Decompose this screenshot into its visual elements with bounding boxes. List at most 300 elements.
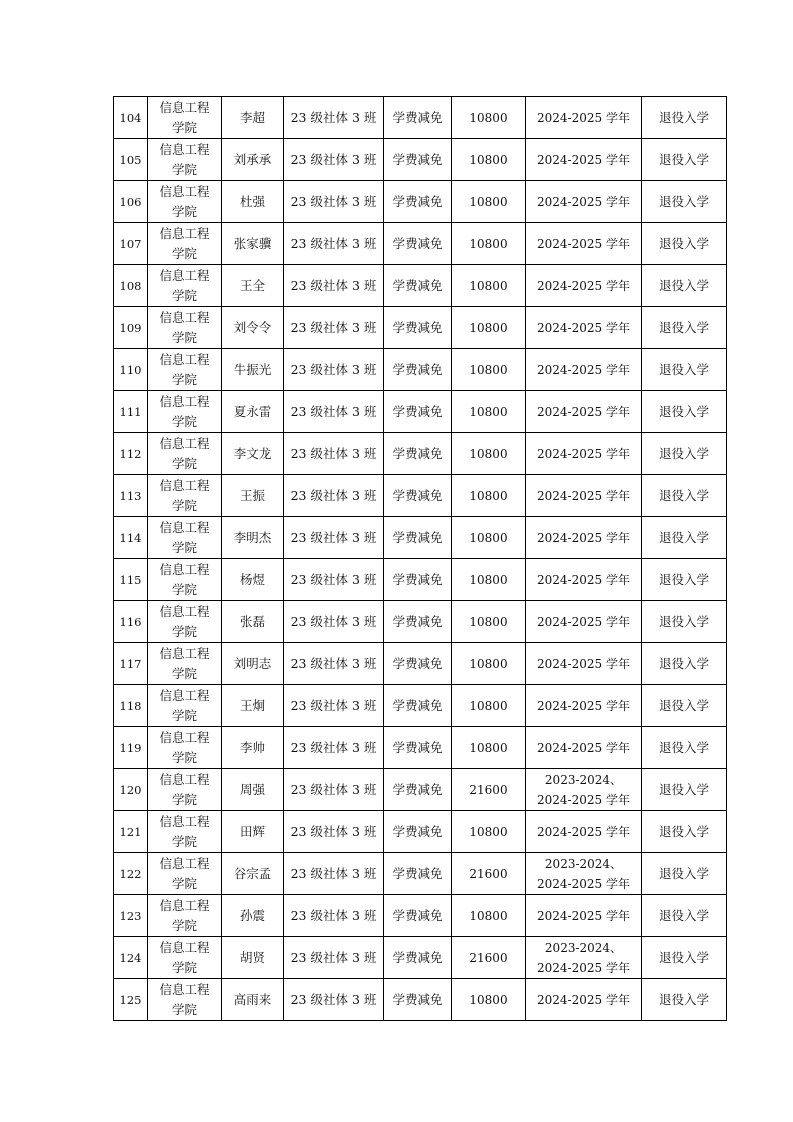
college-cell-text: 学院 (171, 455, 197, 471)
aid-type-cell (384, 601, 452, 643)
reason-cell (642, 601, 727, 643)
academic-year-cell (526, 769, 642, 811)
table-body (114, 97, 727, 1021)
class-cell-text: 23 级社体 3 班 (290, 151, 377, 167)
aid-type-cell-text: 学费减免 (392, 529, 443, 545)
class-cell (284, 643, 384, 685)
reason-cell (642, 811, 727, 853)
row-number-cell-text: 109 (119, 320, 142, 335)
academic-year-cell (526, 895, 642, 937)
amount-cell (452, 517, 526, 559)
row-number-cell (114, 349, 148, 391)
amount-cell-text: 21600 (469, 866, 508, 881)
amount-cell-text: 10800 (469, 404, 508, 419)
college-cell (148, 979, 222, 1021)
student-name-cell-text: 杜强 (239, 193, 265, 209)
aid-type-cell-text: 学费减免 (392, 823, 443, 839)
class-cell (284, 475, 384, 517)
class-cell-text: 23 级社体 3 班 (290, 487, 377, 503)
reason-cell (642, 181, 727, 223)
row-number-cell (114, 391, 148, 433)
academic-year-cell (526, 559, 642, 601)
row-number-cell (114, 685, 148, 727)
class-cell (284, 853, 384, 895)
academic-year-cell-text: 2023-2024、 (544, 772, 623, 787)
aid-type-cell-text: 学费减免 (392, 445, 443, 461)
row-number-cell-text: 112 (119, 446, 142, 461)
table-row (114, 307, 727, 349)
row-number-cell-text: 120 (119, 782, 142, 797)
aid-type-cell-text: 学费减免 (392, 361, 443, 377)
college-cell (148, 769, 222, 811)
college-cell (148, 811, 222, 853)
college-cell-text: 学院 (171, 371, 197, 387)
row-number-cell (114, 643, 148, 685)
class-cell (284, 769, 384, 811)
college-cell (148, 853, 222, 895)
reason-cell (642, 475, 727, 517)
row-number-cell (114, 853, 148, 895)
student-name-cell (222, 853, 284, 895)
academic-year-cell (526, 433, 642, 475)
student-name-cell (222, 811, 284, 853)
academic-year-cell (526, 853, 642, 895)
amount-cell-text: 10800 (469, 152, 508, 167)
academic-year-cell (526, 643, 642, 685)
reason-cell-text: 退役入学 (658, 529, 709, 545)
academic-year-cell (526, 475, 642, 517)
college-cell-text: 学院 (171, 959, 197, 975)
row-number-cell-text: 116 (119, 614, 142, 629)
student-name-cell (222, 391, 284, 433)
class-cell-text: 23 级社体 3 班 (290, 571, 377, 587)
reason-cell (642, 97, 727, 139)
reason-cell-text: 退役入学 (658, 781, 709, 797)
college-cell (148, 601, 222, 643)
amount-cell-text: 10800 (469, 824, 508, 839)
college-cell-text: 学院 (171, 623, 197, 639)
amount-cell-text: 10800 (469, 992, 508, 1007)
academic-year-cell-text: 2024-2025 学年 (537, 876, 630, 891)
reason-cell (642, 391, 727, 433)
student-name-cell-text: 李明杰 (233, 529, 272, 545)
row-number-cell-text: 104 (119, 110, 142, 125)
row-number-cell (114, 223, 148, 265)
academic-year-cell-text: 2024-2025 学年 (537, 530, 630, 545)
row-number-cell-text: 124 (119, 950, 142, 965)
reason-cell-text: 退役入学 (658, 907, 709, 923)
student-name-cell-text: 孙震 (239, 907, 265, 923)
academic-year-cell (526, 349, 642, 391)
academic-year-cell-text: 2024-2025 学年 (537, 320, 630, 335)
aid-type-cell (384, 139, 452, 181)
row-number-cell-text: 106 (119, 194, 142, 209)
table-row (114, 643, 727, 685)
row-number-cell-text: 108 (119, 278, 142, 293)
class-cell (284, 307, 384, 349)
college-cell (148, 685, 222, 727)
college-cell-text: 信息工程 (159, 141, 210, 157)
college-cell-text: 信息工程 (159, 309, 210, 325)
reason-cell (642, 979, 727, 1021)
reason-cell (642, 223, 727, 265)
class-cell-text: 23 级社体 3 班 (290, 949, 377, 965)
academic-year-cell-text: 2024-2025 学年 (537, 404, 630, 419)
reason-cell (642, 685, 727, 727)
college-cell-text: 信息工程 (159, 813, 210, 829)
academic-year-cell (526, 979, 642, 1021)
class-cell (284, 433, 384, 475)
table-row (114, 265, 727, 307)
college-cell (148, 517, 222, 559)
aid-type-cell (384, 307, 452, 349)
student-name-cell (222, 601, 284, 643)
aid-type-cell (384, 223, 452, 265)
table-row (114, 97, 727, 139)
aid-type-cell-text: 学费减免 (392, 403, 443, 419)
table-row (114, 139, 727, 181)
student-name-cell-text: 牛振光 (233, 361, 272, 377)
amount-cell (452, 853, 526, 895)
college-cell-text: 学院 (171, 329, 197, 345)
reason-cell (642, 265, 727, 307)
class-cell (284, 685, 384, 727)
college-cell-text: 信息工程 (159, 225, 210, 241)
college-cell-text: 学院 (171, 665, 197, 681)
amount-cell-text: 10800 (469, 698, 508, 713)
academic-year-cell-text: 2024-2025 学年 (537, 236, 630, 251)
student-name-cell-text: 谷宗孟 (233, 865, 272, 881)
aid-type-cell-text: 学费减免 (392, 109, 443, 125)
class-cell (284, 601, 384, 643)
student-name-cell-text: 田辉 (239, 823, 265, 839)
amount-cell (452, 97, 526, 139)
aid-type-cell-text: 学费减免 (392, 235, 443, 251)
college-cell (148, 307, 222, 349)
amount-cell (452, 643, 526, 685)
student-name-cell (222, 895, 284, 937)
college-cell (148, 895, 222, 937)
reason-cell (642, 517, 727, 559)
aid-type-cell (384, 391, 452, 433)
student-name-cell (222, 937, 284, 979)
academic-year-cell (526, 307, 642, 349)
aid-type-cell-text: 学费减免 (392, 739, 443, 755)
reason-cell (642, 559, 727, 601)
class-cell-text: 23 级社体 3 班 (290, 655, 377, 671)
academic-year-cell-text: 2024-2025 学年 (537, 740, 630, 755)
table-row (114, 517, 727, 559)
aid-type-cell-text: 学费减免 (392, 193, 443, 209)
college-cell-text: 学院 (171, 1001, 197, 1017)
amount-cell (452, 349, 526, 391)
row-number-cell-text: 118 (119, 698, 142, 713)
academic-year-cell-text: 2024-2025 学年 (537, 792, 630, 807)
reason-cell (642, 937, 727, 979)
table-row (114, 181, 727, 223)
aid-type-cell (384, 811, 452, 853)
college-cell-text: 信息工程 (159, 477, 210, 493)
amount-cell-text: 10800 (469, 236, 508, 251)
table-row (114, 895, 727, 937)
student-name-cell-text: 夏永雷 (233, 403, 272, 419)
aid-type-cell (384, 685, 452, 727)
aid-type-cell-text: 学费减免 (392, 487, 443, 503)
amount-cell-text: 21600 (469, 950, 508, 965)
row-number-cell-text: 117 (119, 656, 142, 671)
student-name-cell (222, 769, 284, 811)
academic-year-cell (526, 391, 642, 433)
table-row (114, 727, 727, 769)
college-cell-text: 信息工程 (159, 561, 210, 577)
student-name-cell-text: 张家骥 (233, 235, 272, 251)
amount-cell (452, 727, 526, 769)
amount-cell-text: 10800 (469, 446, 508, 461)
amount-cell-text: 10800 (469, 530, 508, 545)
amount-cell (452, 979, 526, 1021)
class-cell (284, 139, 384, 181)
student-name-cell (222, 475, 284, 517)
class-cell (284, 349, 384, 391)
row-number-cell-text: 111 (119, 404, 142, 419)
college-cell-text: 学院 (171, 119, 197, 135)
academic-year-cell-text: 2024-2025 学年 (537, 152, 630, 167)
college-cell (148, 559, 222, 601)
aid-type-cell (384, 895, 452, 937)
college-cell-text: 学院 (171, 539, 197, 555)
college-cell-text: 信息工程 (159, 897, 210, 913)
class-cell-text: 23 级社体 3 班 (290, 907, 377, 923)
student-name-cell-text: 王全 (239, 277, 265, 293)
amount-cell (452, 475, 526, 517)
college-cell-text: 学院 (171, 497, 197, 513)
row-number-cell (114, 181, 148, 223)
amount-cell (452, 139, 526, 181)
class-cell (284, 517, 384, 559)
row-number-cell (114, 433, 148, 475)
college-cell (148, 433, 222, 475)
reason-cell-text: 退役入学 (658, 193, 709, 209)
amount-cell-text: 10800 (469, 908, 508, 923)
reason-cell (642, 349, 727, 391)
aid-type-cell (384, 643, 452, 685)
college-cell (148, 643, 222, 685)
student-name-cell (222, 727, 284, 769)
aid-type-cell-text: 学费减免 (392, 697, 443, 713)
row-number-cell (114, 517, 148, 559)
class-cell-text: 23 级社体 3 班 (290, 109, 377, 125)
reason-cell-text: 退役入学 (658, 277, 709, 293)
college-cell-text: 学院 (171, 413, 197, 429)
aid-type-cell (384, 853, 452, 895)
college-cell (148, 475, 222, 517)
aid-type-cell-text: 学费减免 (392, 991, 443, 1007)
row-number-cell (114, 97, 148, 139)
student-name-cell-text: 高雨来 (233, 991, 272, 1007)
reason-cell (642, 643, 727, 685)
student-name-cell (222, 223, 284, 265)
aid-type-cell-text: 学费减免 (392, 613, 443, 629)
college-cell-text: 信息工程 (159, 393, 210, 409)
college-cell-text: 信息工程 (159, 981, 210, 997)
row-number-cell-text: 121 (119, 824, 142, 839)
aid-type-cell-text: 学费减免 (392, 907, 443, 923)
student-name-cell-text: 刘承承 (233, 151, 272, 167)
student-name-cell-text: 王振 (239, 487, 265, 503)
class-cell-text: 23 级社体 3 班 (290, 781, 377, 797)
row-number-cell-text: 114 (119, 530, 142, 545)
college-cell (148, 727, 222, 769)
academic-year-cell-text: 2024-2025 学年 (537, 278, 630, 293)
college-cell-text: 学院 (171, 917, 197, 933)
reason-cell-text: 退役入学 (658, 361, 709, 377)
aid-type-cell-text: 学费减免 (392, 865, 443, 881)
row-number-cell-text: 123 (119, 908, 142, 923)
college-cell-text: 学院 (171, 287, 197, 303)
college-cell (148, 349, 222, 391)
student-name-cell-text: 张磊 (239, 613, 265, 629)
college-cell-text: 信息工程 (159, 99, 210, 115)
academic-year-cell-text: 2023-2024、 (544, 856, 623, 871)
table-row (114, 433, 727, 475)
class-cell-text: 23 级社体 3 班 (290, 445, 377, 461)
reason-cell-text: 退役入学 (658, 823, 709, 839)
academic-year-cell-text: 2024-2025 学年 (537, 446, 630, 461)
academic-year-cell-text: 2024-2025 学年 (537, 110, 630, 125)
aid-type-cell (384, 727, 452, 769)
class-cell-text: 23 级社体 3 班 (290, 403, 377, 419)
reason-cell-text: 退役入学 (658, 403, 709, 419)
row-number-cell-text: 125 (119, 992, 142, 1007)
class-cell (284, 979, 384, 1021)
amount-cell-text: 10800 (469, 740, 508, 755)
aid-type-cell (384, 181, 452, 223)
college-cell-text: 信息工程 (159, 519, 210, 535)
reason-cell-text: 退役入学 (658, 319, 709, 335)
class-cell (284, 937, 384, 979)
student-name-cell-text: 李文龙 (233, 445, 272, 461)
reason-cell-text: 退役入学 (658, 655, 709, 671)
reason-cell-text: 退役入学 (658, 445, 709, 461)
student-name-cell (222, 433, 284, 475)
class-cell (284, 223, 384, 265)
student-name-cell (222, 643, 284, 685)
row-number-cell (114, 601, 148, 643)
row-number-cell (114, 559, 148, 601)
academic-year-cell-text: 2024-2025 学年 (537, 572, 630, 587)
row-number-cell (114, 769, 148, 811)
college-cell-text: 学院 (171, 707, 197, 723)
reason-cell-text: 退役入学 (658, 949, 709, 965)
table-row (114, 223, 727, 265)
student-name-cell-text: 杨煜 (239, 571, 265, 587)
aid-type-cell (384, 265, 452, 307)
academic-year-cell-text: 2024-2025 学年 (537, 362, 630, 377)
amount-cell (452, 811, 526, 853)
academic-year-cell (526, 223, 642, 265)
row-number-cell-text: 119 (119, 740, 142, 755)
class-cell-text: 23 级社体 3 班 (290, 865, 377, 881)
row-number-cell (114, 979, 148, 1021)
aid-type-cell-text: 学费减免 (392, 277, 443, 293)
college-cell-text: 信息工程 (159, 645, 210, 661)
college-cell-text: 信息工程 (159, 939, 210, 955)
amount-cell (452, 433, 526, 475)
college-cell-text: 学院 (171, 791, 197, 807)
row-number-cell (114, 265, 148, 307)
class-cell-text: 23 级社体 3 班 (290, 697, 377, 713)
student-name-cell (222, 685, 284, 727)
reason-cell-text: 退役入学 (658, 739, 709, 755)
row-number-cell-text: 113 (119, 488, 142, 503)
class-cell-text: 23 级社体 3 班 (290, 235, 377, 251)
amount-cell-text: 10800 (469, 572, 508, 587)
aid-type-cell (384, 517, 452, 559)
class-cell (284, 391, 384, 433)
academic-year-cell (526, 727, 642, 769)
reason-cell-text: 退役入学 (658, 571, 709, 587)
academic-year-cell-text: 2024-2025 学年 (537, 960, 630, 975)
amount-cell-text: 21600 (469, 782, 508, 797)
academic-year-cell-text: 2024-2025 学年 (537, 824, 630, 839)
student-name-cell-text: 李帅 (239, 739, 265, 755)
class-cell (284, 727, 384, 769)
row-number-cell-text: 105 (119, 152, 142, 167)
amount-cell (452, 559, 526, 601)
class-cell-text: 23 级社体 3 班 (290, 361, 377, 377)
academic-year-cell (526, 139, 642, 181)
student-name-cell (222, 139, 284, 181)
student-name-cell (222, 97, 284, 139)
reason-cell (642, 853, 727, 895)
amount-cell (452, 685, 526, 727)
college-cell-text: 学院 (171, 581, 197, 597)
aid-type-cell (384, 97, 452, 139)
college-cell (148, 181, 222, 223)
academic-year-cell (526, 517, 642, 559)
college-cell (148, 391, 222, 433)
reason-cell (642, 727, 727, 769)
class-cell (284, 97, 384, 139)
table-row (114, 769, 727, 811)
college-cell-text: 学院 (171, 161, 197, 177)
student-name-cell (222, 517, 284, 559)
college-cell (148, 97, 222, 139)
academic-year-cell (526, 601, 642, 643)
aid-type-cell-text: 学费减免 (392, 319, 443, 335)
amount-cell-text: 10800 (469, 362, 508, 377)
amount-cell-text: 10800 (469, 278, 508, 293)
student-name-cell (222, 979, 284, 1021)
aid-type-cell-text: 学费减免 (392, 949, 443, 965)
reason-cell-text: 退役入学 (658, 151, 709, 167)
row-number-cell-text: 115 (119, 572, 142, 587)
amount-cell-text: 10800 (469, 614, 508, 629)
academic-year-cell (526, 181, 642, 223)
class-cell (284, 181, 384, 223)
class-cell-text: 23 级社体 3 班 (290, 613, 377, 629)
class-cell-text: 23 级社体 3 班 (290, 991, 377, 1007)
row-number-cell (114, 727, 148, 769)
table-row (114, 475, 727, 517)
amount-cell (452, 223, 526, 265)
student-name-cell-text: 刘令令 (233, 319, 272, 335)
student-name-cell (222, 307, 284, 349)
aid-type-cell (384, 349, 452, 391)
table-row (114, 349, 727, 391)
amount-cell (452, 265, 526, 307)
reason-cell (642, 139, 727, 181)
